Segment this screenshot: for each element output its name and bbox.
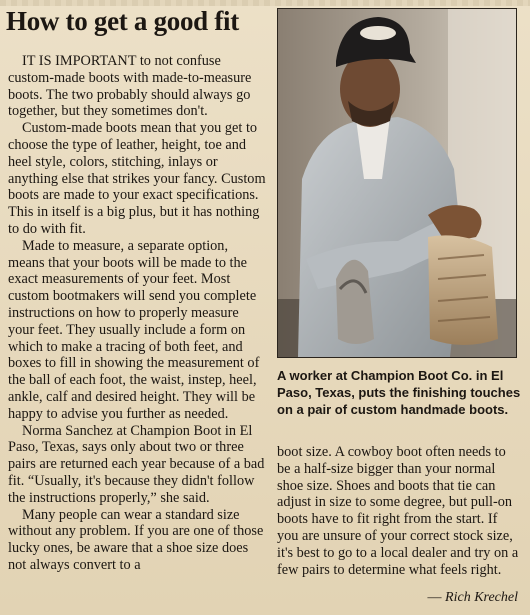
paragraph-2: Custom-made boots mean that you get to choose the type of leather, height, toe and heel style, colors, stitching, inlays or anything else that strikes your fancy. Custom boots are made to your exact specifications. This in itself is a big plus, but it has nothing to do with fit. [8, 120, 266, 237]
article-headline: How to get a good fit [6, 6, 239, 36]
paragraph-3: Made to measure, a separate option, means that your boots will be made to the exact measurements of your feet. Most custom bootmakers will send you complete instructions on how to properly measure your feet. They usually include a form on which to make a tracing of both feet, and boxes to fill in showing the measurement of the ball of each foot, the waist, instep, heel, ankle, calf and desired height. They will be happy to advise you further as needed. [8, 237, 260, 422]
paragraph-5: Many people can wear a standard size without any problem. If you are one of those lucky ones, be aware that a shoe size does not always convert to a [8, 506, 264, 573]
article-right-column [277, 444, 522, 578]
paragraph-6: boot size. A cowboy boot often needs to be a half-size bigger than your normal shoe size. Shoes and boots that tie can adjust in size to some degree, but pull-on boots have to fit right from the start. If you are unsure of your correct stock size, it's best to go to a local dealer and try on a few pairs to determine what feels right. [277, 444, 519, 578]
boot-maker-photo [277, 8, 517, 358]
paragraph-1-text: to not confuse custom-made boots with made-to-measure boots. The two probably should always go together, but they sometimes don't. [8, 53, 252, 120]
byline: — Rich Krechel [428, 590, 518, 606]
paragraph-4: Norma Sanchez at Champion Boot in El Paso, Texas, says only about two or three pairs are returned each year because of a bad fit. “Usually, it's because they didn't follow the instructions properly,” she said. [8, 422, 265, 506]
paragraph-1 [8, 53, 266, 120]
article-left-column [8, 53, 266, 574]
lead-in: IT IS IMPORTANT [22, 53, 137, 69]
photo-illustration [278, 9, 516, 357]
photo-caption: A worker at Champion Boot Co. in El Paso, Texas, puts the finishing touches on a pair of custom handmade boots. [277, 368, 521, 417]
